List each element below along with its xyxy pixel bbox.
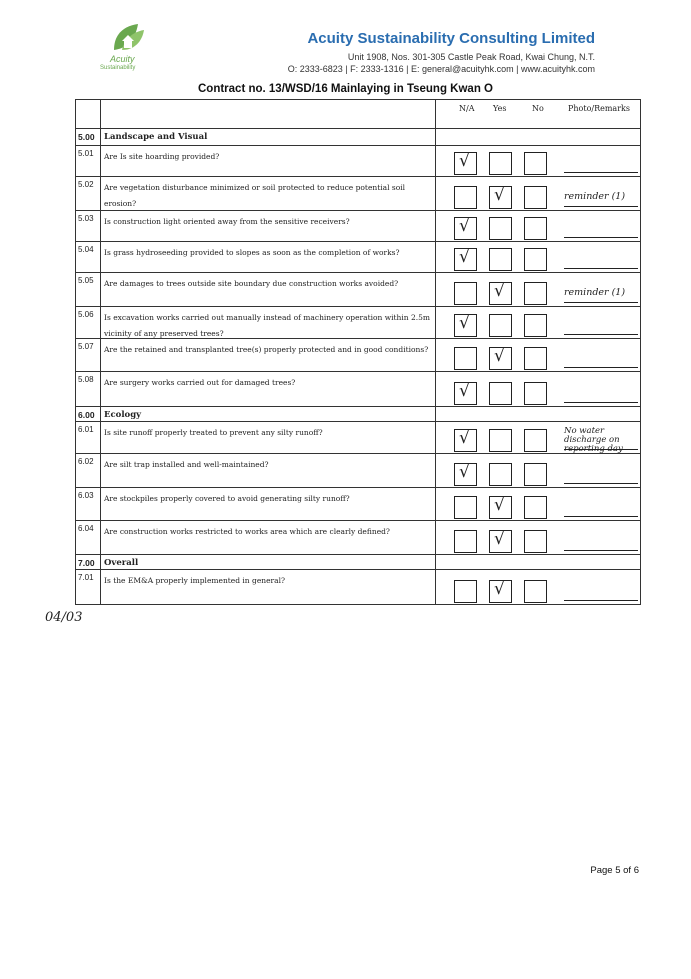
check-mark-icon: √ — [494, 495, 505, 515]
checkbox-no[interactable] — [524, 152, 547, 175]
question-cell — [101, 570, 436, 605]
section-row — [76, 407, 641, 422]
table-header-row — [76, 100, 641, 129]
item-number: 5.06 — [78, 310, 94, 319]
header-cell-number — [76, 100, 101, 129]
question-text: Are vegetation disturbance minimized or soil protected to reduce potential soil erosion? — [104, 183, 406, 208]
checklist-table — [75, 99, 641, 605]
remarks-line — [564, 516, 638, 517]
item-number: 5.04 — [78, 245, 94, 254]
options-cell — [436, 307, 641, 339]
item-number-cell — [76, 454, 101, 488]
company-logo — [100, 20, 160, 76]
item-number: 5.03 — [78, 214, 94, 223]
check-mark-icon: √ — [459, 313, 470, 333]
column-na-label: N/A — [459, 104, 475, 113]
question-text: Are Is site hoarding provided? — [104, 152, 220, 161]
question-cell — [101, 146, 436, 177]
item-number: 6.00 — [78, 410, 95, 420]
item-number: 6.03 — [78, 491, 94, 500]
checkbox-yes[interactable] — [489, 429, 512, 452]
check-mark-icon: √ — [459, 428, 470, 448]
item-number-cell — [76, 146, 101, 177]
question-cell — [101, 339, 436, 372]
item-number-cell — [76, 177, 101, 211]
question-cell — [101, 454, 436, 488]
checkbox-na[interactable] — [454, 580, 477, 603]
item-number-cell — [76, 307, 101, 339]
options-cell — [436, 129, 641, 146]
remarks-line — [564, 302, 638, 303]
check-mark-icon: √ — [494, 346, 505, 366]
logo-subtitle: Sustainability — [100, 65, 136, 71]
item-number-cell — [76, 129, 101, 146]
item-number-cell — [76, 407, 101, 422]
checklist-row — [76, 570, 641, 605]
section-title: Landscape and Visual — [104, 132, 208, 142]
question-text: Are the retained and transplanted tree(s) properly protected and in good conditions? — [104, 345, 429, 354]
question-cell — [101, 372, 436, 407]
question-cell — [101, 521, 436, 555]
options-cell — [436, 570, 641, 605]
options-cell — [436, 372, 641, 407]
check-mark-icon: √ — [494, 529, 505, 549]
checkbox-yes[interactable] — [489, 463, 512, 486]
section-title: Overall — [104, 558, 139, 568]
item-number-cell — [76, 372, 101, 407]
checklist-row — [76, 488, 641, 521]
checklist-row — [76, 146, 641, 177]
question-cell — [101, 273, 436, 307]
options-cell — [436, 242, 641, 273]
item-number-cell — [76, 422, 101, 454]
page-number: Page 5 of 6 — [590, 865, 639, 876]
item-number-cell — [76, 273, 101, 307]
checklist-row — [76, 339, 641, 372]
checkbox-yes[interactable] — [489, 217, 512, 240]
item-number: 6.01 — [78, 425, 94, 434]
item-number: 7.01 — [78, 573, 94, 582]
company-contact: O: 2333-6823 | F: 2333-1316 | E: general@acuityhk.com | www.acuityhk.com — [287, 64, 595, 74]
options-cell — [436, 555, 641, 570]
handwritten-remark: reminder (1) — [564, 191, 626, 202]
item-number-cell — [76, 488, 101, 521]
item-number: 7.00 — [78, 558, 95, 568]
checkbox-no[interactable] — [524, 463, 547, 486]
section-row — [76, 555, 641, 570]
item-number-cell — [76, 339, 101, 372]
checkbox-no[interactable] — [524, 314, 547, 337]
logo-name: Acuity — [110, 54, 135, 64]
question-cell — [101, 242, 436, 273]
checkbox-no[interactable] — [524, 347, 547, 370]
question-text: Is the EM&A properly implemented in general? — [104, 576, 286, 585]
section-title: Ecology — [104, 410, 142, 420]
checkbox-na[interactable] — [454, 282, 477, 305]
checkbox-na[interactable] — [454, 186, 477, 209]
item-number: 5.05 — [78, 276, 94, 285]
question-cell — [101, 307, 436, 339]
item-number: 5.00 — [78, 132, 95, 142]
options-cell — [436, 211, 641, 242]
options-cell — [436, 422, 641, 454]
item-number: 5.08 — [78, 375, 94, 384]
options-cell — [436, 407, 641, 422]
question-text: Are stockpiles properly covered to avoid generating silty runoff? — [104, 494, 350, 503]
checkbox-no[interactable] — [524, 382, 547, 405]
remarks-line — [564, 367, 638, 368]
question-text: Are damages to trees outside site boundary due construction works avoided? — [104, 279, 399, 288]
remarks-line — [564, 237, 638, 238]
checkbox-yes[interactable] — [489, 152, 512, 175]
remarks-line — [564, 402, 638, 403]
item-number: 5.01 — [78, 149, 94, 158]
checklist-row — [76, 211, 641, 242]
checklist-row — [76, 372, 641, 407]
question-cell — [101, 422, 436, 454]
remarks-line — [564, 268, 638, 269]
check-mark-icon: √ — [459, 381, 470, 401]
check-mark-icon: √ — [459, 216, 470, 236]
checkbox-no[interactable] — [524, 248, 547, 271]
question-text: Are construction works restricted to works area which are clearly defined? — [104, 527, 390, 536]
remarks-line — [564, 600, 638, 601]
options-cell — [436, 521, 641, 555]
question-text: Is site runoff properly treated to prevent any silty runoff? — [104, 428, 323, 437]
question-text: Is construction light oriented away from the sensitive receivers? — [104, 217, 350, 226]
remarks-line — [564, 550, 638, 551]
checkbox-no[interactable] — [524, 429, 547, 452]
column-remarks-label: Photo/Remarks — [568, 104, 630, 113]
item-number: 5.02 — [78, 180, 94, 189]
check-mark-icon: √ — [494, 579, 505, 599]
checkbox-yes[interactable] — [489, 248, 512, 271]
column-yes-label: Yes — [493, 104, 507, 113]
item-number-cell — [76, 242, 101, 273]
question-text: Is grass hydroseeding provided to slopes as soon as the completion of works? — [104, 248, 400, 257]
contract-title: Contract no. 13/WSD/16 Mainlaying in Tseung Kwan O — [198, 83, 493, 95]
checkbox-no[interactable] — [524, 496, 547, 519]
item-number: 6.02 — [78, 457, 94, 466]
checkbox-no[interactable] — [524, 282, 547, 305]
leaf-house-icon — [108, 20, 148, 54]
header-cell-options — [436, 100, 641, 129]
check-mark-icon: √ — [459, 247, 470, 267]
question-text: Are surgery works carried out for damaged trees? — [104, 378, 296, 387]
question-text: Is excavation works carried out manually instead of machinery operation within 2.5m vicinity of any preserved trees? — [104, 313, 431, 338]
question-cell — [101, 177, 436, 211]
checkbox-no[interactable] — [524, 217, 547, 240]
header-cell-question — [101, 100, 436, 129]
handwritten-date: 04/03 — [45, 610, 83, 625]
checklist-row — [76, 177, 641, 211]
checklist-row — [76, 242, 641, 273]
checklist-row — [76, 307, 641, 339]
question-text: Are silt trap installed and well-maintained? — [104, 460, 269, 469]
section-title-cell — [101, 129, 436, 146]
question-cell — [101, 211, 436, 242]
remarks-line — [564, 483, 638, 484]
options-cell — [436, 339, 641, 372]
checkbox-na[interactable] — [454, 530, 477, 553]
item-number-cell — [76, 211, 101, 242]
options-cell — [436, 488, 641, 521]
item-number-cell — [76, 555, 101, 570]
item-number: 6.04 — [78, 524, 94, 533]
handwritten-remark: reminder (1) — [564, 287, 626, 298]
options-cell — [436, 177, 641, 211]
check-mark-icon: √ — [494, 281, 505, 301]
company-name: Acuity Sustainability Consulting Limited — [307, 30, 595, 47]
options-cell — [436, 454, 641, 488]
handwritten-remark: No water discharge on reporting day — [564, 426, 623, 454]
check-mark-icon: √ — [459, 462, 470, 482]
options-cell — [436, 146, 641, 177]
item-number-cell — [76, 570, 101, 605]
column-no-label: No — [532, 104, 544, 113]
checklist-row — [76, 454, 641, 488]
checkbox-yes[interactable] — [489, 314, 512, 337]
checkbox-na[interactable] — [454, 347, 477, 370]
remarks-line — [564, 334, 638, 335]
checkbox-no[interactable] — [524, 186, 547, 209]
check-mark-icon: √ — [494, 185, 505, 205]
company-address: Unit 1908, Nos. 301-305 Castle Peak Road, Kwai Chung, N.T. — [347, 52, 595, 62]
remarks-line — [564, 206, 638, 207]
options-cell — [436, 273, 641, 307]
section-title-cell — [101, 555, 436, 570]
item-number: 5.07 — [78, 342, 94, 351]
checkbox-yes[interactable] — [489, 382, 512, 405]
checkbox-na[interactable] — [454, 496, 477, 519]
item-number-cell — [76, 521, 101, 555]
section-row — [76, 129, 641, 146]
check-mark-icon: √ — [459, 151, 470, 171]
checklist-row — [76, 422, 641, 454]
checklist-row — [76, 273, 641, 307]
remarks-line — [564, 172, 638, 173]
checklist-row — [76, 521, 641, 555]
question-cell — [101, 488, 436, 521]
checkbox-no[interactable] — [524, 580, 547, 603]
checkbox-no[interactable] — [524, 530, 547, 553]
section-title-cell — [101, 407, 436, 422]
